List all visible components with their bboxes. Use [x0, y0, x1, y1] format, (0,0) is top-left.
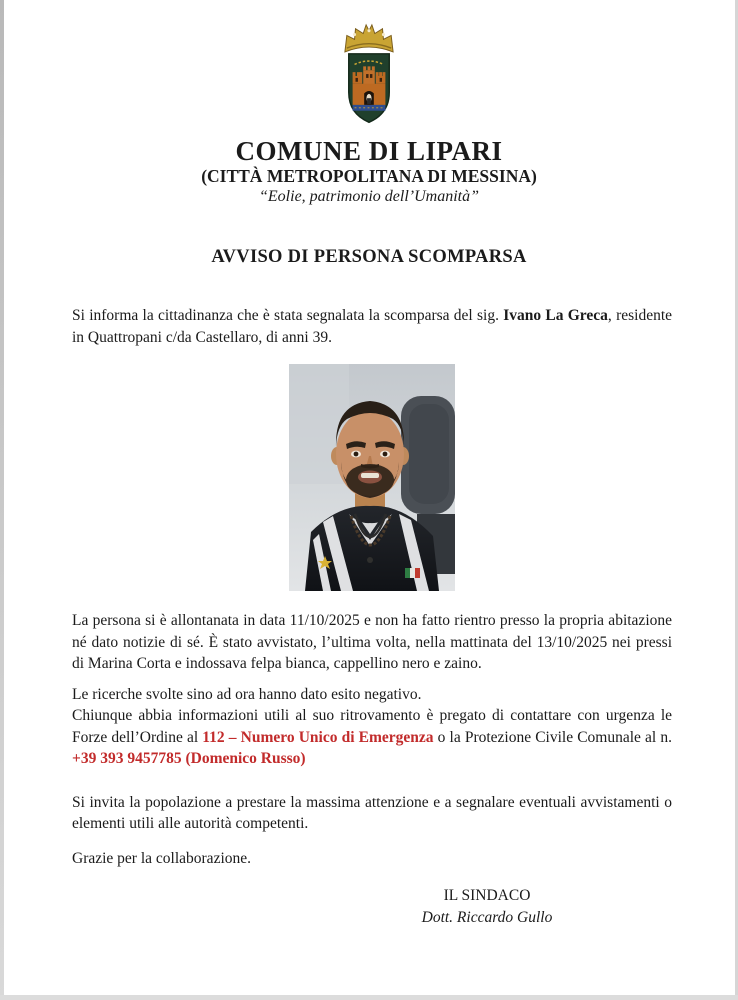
- contact-text: Chiunque abbia informazioni utili al suo ritrovamento è pregato di contattare con urgenza le Forze dell’Ordine al: [72, 707, 672, 746]
- page-edge-left: [0, 0, 4, 1000]
- municipality-motto: “Eolie, patrimonio dell’Umanità”: [259, 188, 479, 205]
- emergency-number: 112 – Numero Unico di Emergenza: [202, 728, 434, 746]
- signature-name: Dott. Riccardo Gullo: [421, 908, 553, 926]
- paragraph-disappearance: La persona si è allontanata in data 11/10/2025 e non ha fatto rientro presso la propria abitazione né dato notizie di sé. È stato avvistato, l’ultima volta, nella mattinata del 13/10/2025 nei pressi di Marina Corta e indossava felpa bianca, cappellino nero e zaino.: [72, 612, 672, 672]
- shield-icon: [349, 54, 390, 122]
- paragraph-search-results: [72, 684, 672, 770]
- missing-person-photo: [289, 364, 455, 591]
- contact-text-mid: o la Protezione Civile Comunale al n.: [433, 728, 672, 746]
- crown-icon: [345, 25, 393, 52]
- intro-text-after: , residente in Quattropani c/da Castellaro, di anni 39.: [72, 307, 673, 346]
- coat-of-arms-icon: [324, 22, 414, 130]
- intro-text: Si informa la cittadinanza che è stata segnalata la scomparsa del sig.: [72, 307, 504, 324]
- castle-icon: [353, 66, 386, 105]
- paragraph-intro: [72, 305, 672, 348]
- municipality-subtitle: (CITTÀ METROPOLITANA DI MESSINA): [201, 166, 537, 186]
- page-edge-bottom: [0, 995, 738, 1000]
- signature-block: [362, 885, 612, 929]
- paragraph-thanks: Grazie per la collaborazione.: [72, 849, 252, 867]
- search-negative-text: Le ricerche svolte sino ad ora hanno dato esito negativo.: [72, 685, 422, 703]
- municipality-title: COMUNE DI LIPARI: [235, 136, 503, 166]
- document-body: [72, 305, 672, 869]
- notice-title: AVVISO DI PERSONA SCOMPARSA: [211, 247, 527, 267]
- missing-person-name: Ivano La Greca: [503, 307, 608, 324]
- italian-flag-patch: [405, 568, 420, 578]
- paragraph-invitation: Si invita la popolazione a prestare la massima attenzione e a segnalare eventuali avvistamenti o elementi utili alle autorità competenti.: [72, 793, 672, 832]
- signature-role: IL SINDACO: [443, 887, 531, 904]
- civil-protection-number: +39 393 9457785 (Domenico Russo): [72, 750, 306, 767]
